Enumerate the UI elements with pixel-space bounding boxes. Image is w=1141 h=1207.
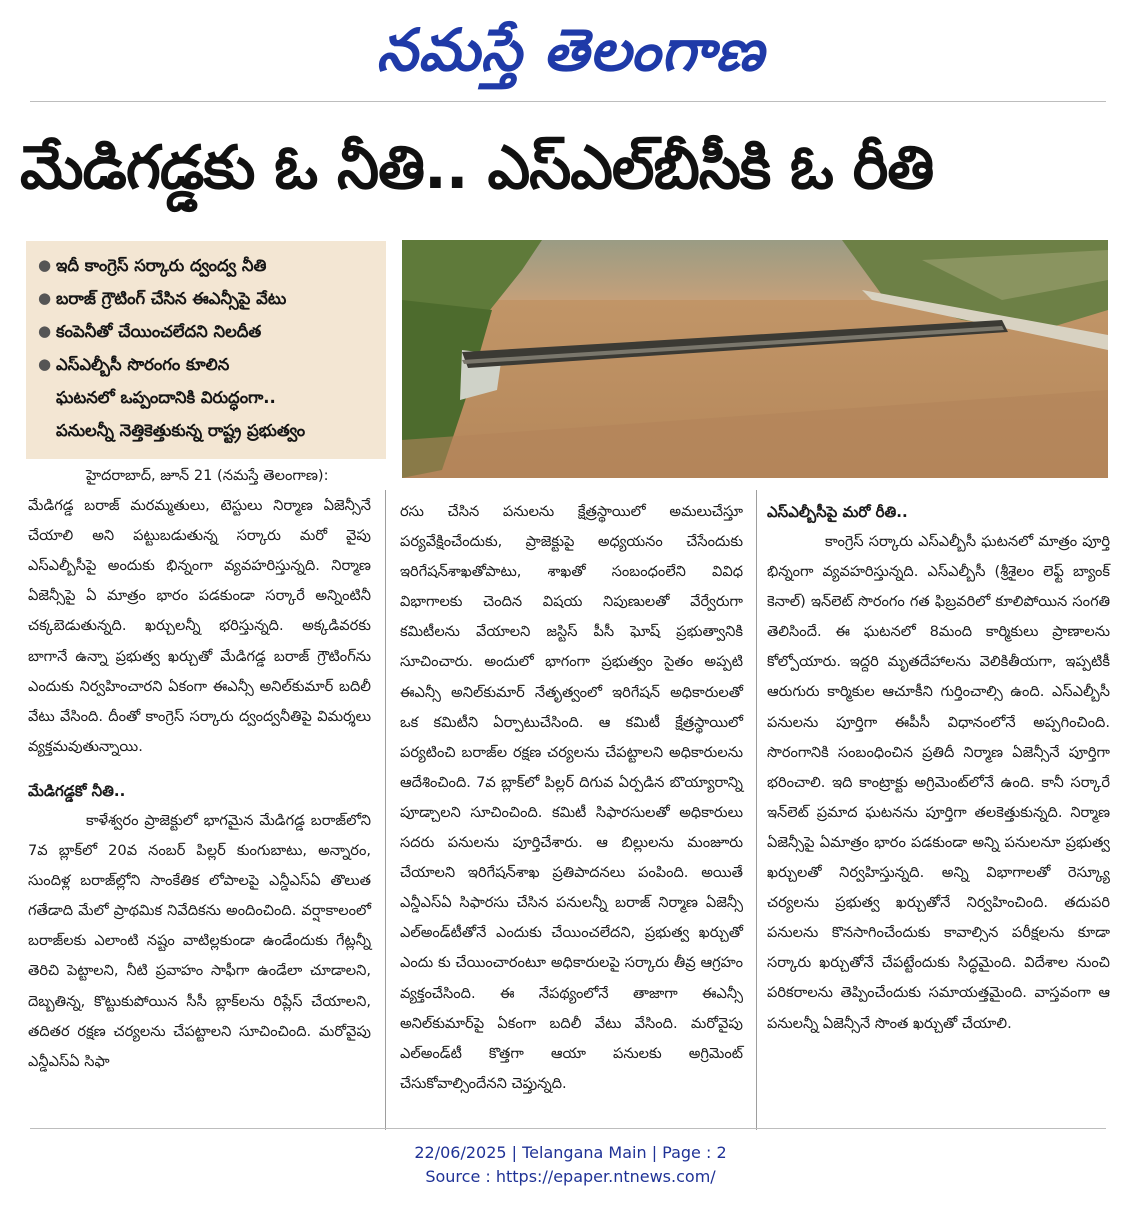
masthead-logo [0, 6, 1141, 94]
footer-edition-info: 22/06/2025 | Telangana Main | Page : 2 [414, 1143, 727, 1162]
bottom-divider [30, 1128, 1106, 1129]
bullet-icon: ● [38, 256, 52, 274]
footer-source-link[interactable]: Source : https://epaper.ntnews.com/ [425, 1167, 716, 1186]
article-column-2 [400, 497, 743, 1099]
bullet-icon: ● [38, 355, 52, 373]
paragraph: రసు చేసిన పనులను క్షేత్రస్థాయిలో అమలుచేస్తూ పర్యవేక్షించేందుకు, ప్రాజెక్టుపై అధ్యయనం చేసేందుకు ఇరిగేషన్‌శాఖతోపాటు, శాఖతో సంబంధంలేని వివిధ విభాగాలకు చెందిన విషయ నిపుణులతో వేర్వేరుగా కమిటీలను వేయాలని జస్టిస్ పీసీ ఘోష్ ప్రభుత్వానికి సూచించారు. అందులో భాగంగా ప్రభుత్వం సైతం అప్పటి ఈఎన్సీ అనిల్‌కుమార్ నేతృత్వంలో ఇరిగేషన్ అధికారులతో ఒక కమిటీని ఏర్పాటుచేసింది. ఆ కమిటీ క్షేత్రస్థాయిలో పర్యటించి బరాజ్‌ల రక్షణ చర్యలను చేపట్టాలని అధికారులను ఆదేశించింది. 7వ బ్లాక్‌లో పిల్లర్ దిగువ ఏర్పడిన బొయ్యారాన్ని పూడ్చాలని సూచించింది. కమిటీ సిఫారసులతో అధికారులు సదరు పనులను పూర్తిచేశారు. ఆ బిల్లులను మంజూరు చేయాలని ఇరిగేషన్‌శాఖ ప్రతిపాదనలు పంపింది. అయితే ఎన్డీఎస్ఏ సిఫారసు చేసిన పనులన్నీ బరాజ్ నిర్మాణ ఏజెన్సీ ఎల్అండ్‌టీతోనే ఎందుకు చేయించలేదని, ప్రభుత్వ ఖర్చుతో ఎందు కు చేయించారంటూ అధికారులపై సర్కారు తీవ్ర ఆగ్రహం వ్యక్తంచేసింది. ఈ నేపథ్యంలోనే తాజాగా ఈఎన్సీ అనిల్‌కుమార్‌పై ఏకంగా బదిలీ వేటు వేసింది. మరోవైపు ఎల్అండ్‌టీ కొత్తగా ఆయా పనులకు అగ్రిమెంట్ చేసుకోవాల్సిందేనని చెప్తున్నది. [400, 503, 743, 1092]
highlights-box [26, 241, 386, 459]
bullet-icon: ● [38, 322, 52, 340]
highlight-item: ● ఎస్ఎల్బీసీ సొరంగం కూలిన [36, 348, 376, 381]
top-divider [30, 101, 1106, 102]
bullet-icon: ● [38, 289, 52, 307]
column-divider [385, 490, 386, 1130]
masthead-title: నమస్తే తెలంగాణ [376, 16, 765, 84]
highlight-item: ● ఇదీ కాంగ్రెస్ సర్కారు ద్వంద్వ నీతి [36, 249, 376, 282]
highlight-item: ● బరాజ్ గ్రౌటింగ్ చేసిన ఈఎన్సీపై వేటు [36, 282, 376, 315]
section-subhead: మేడిగడ్డకో నీతి.. [28, 781, 126, 800]
article-column-1 [28, 461, 371, 1077]
barrage-photo [402, 240, 1108, 478]
paragraph: కాళేశ్వరం ప్రాజెక్టులో భాగమైన మేడిగడ్డ బరాజ్‌లోని 7వ బ్లాక్‌లో 20వ నంబర్ పిల్లర్ కుంగుబాటు, అన్నారం, సుందిళ్ల బరాజ్‌ల్లోని సాంకేతిక లోపాలపై ఎన్డీఎస్ఏ తొలుత గతేడాది మేలో ప్రాథమిక నివేదికను అందించింది. వర్షాకాలంలో బరాజ్‌లకు ఎలాంటి నష్టం వాటిల్లకుండా ఉండేందుకు గేట్లన్నీ తెరిచి పెట్టాలని, నీటి ప్రవాహం సాఫీగా ఉండేలా చూడాలని, దెబ్బతిన్న, కొట్టుకుపోయిన సీసీ బ్లాక్‌లను రిప్లేస్ చేయాలని, తదితర రక్షణ చర్యలను చేపట్టాలని సూచించింది. మరోవైపు ఎన్డీఎస్ఏ సిఫా [28, 811, 371, 1070]
highlight-item-continued: పనులన్నీ నెత్తికెత్తుకున్న రాష్ట్ర ప్రభుత్వం [56, 421, 306, 440]
barrage-aerial-image [402, 240, 1108, 478]
column-divider [756, 490, 757, 1130]
headline: మేడిగడ్డకు ఓ నీతి.. ఎస్‌ఎల్‌బీసీకి ఓ రీతి [20, 133, 934, 203]
paragraph: మేడిగడ్డ బరాజ్ మరమ్మతులు, టెస్టులు నిర్మాణ ఏజెన్సీనే చేయాలి అని పట్టుబడుతున్న సర్కారు మరో వైపు ఎస్ఎల్బీసీపై అందుకు భిన్నంగా వ్యవహరిస్తున్నది. నిర్మాణ ఏజెన్సీపై ఏ మాత్రం భారం పడకుండా సర్కారే అన్నింటినీ చక్కబెడుతున్నది. ఖర్చులన్నీ భరిస్తున్నది. అక్కడివరకు బాగానే ఉన్నా ప్రభుత్వ ఖర్చుతో మేడిగడ్డ బరాజ్ గ్రౌటింగ్‌ను ఎందుకు నిర్వహించారని ఏకంగా ఈఎన్సీ అనిల్‌కుమార్ బదిలీ వేటు వేసింది. దీంతో కాంగ్రెస్ సర్కారు ద్వంద్వనీతిపై విమర్శలు వ్యక్తమవుతున్నాయి. [28, 497, 371, 755]
section-subhead: ఎస్ఎల్బీసీపై మరో రీతి.. [767, 503, 908, 521]
article-column-3 [767, 497, 1110, 1039]
highlight-item-continued: ఘటనలో ఒప్పందానికి విరుద్ధంగా.. [56, 388, 276, 407]
dateline: హైదరాబాద్, జూన్ 21 (నమస్తే తెలంగాణ): [86, 467, 329, 484]
highlight-item: ● కంపెనీతో చేయించలేదని నిలదీత [36, 315, 376, 348]
paragraph: కాంగ్రెస్ సర్కారు ఎస్ఎల్బీసీ ఘటనలో మాత్రం పూర్తి భిన్నంగా వ్యవహరిస్తున్నది. ఎస్ఎల్బీసీ (శ్రీశైలం లెఫ్ట్ బ్యాంక్ కెనాల్) ఇన్‌లెట్ సొరంగం గత ఫిబ్రవరిలో కూలిపోయిన సంగతి తెలిసిందే. ఈ ఘటనలో 8మంది కార్మికులు ప్రాణాలను కోల్పోయారు. ఇద్దరి మృతదేహాలను వెలికితీయగా, ఇప్పటికీ ఆరుగురు కార్మికుల ఆచూకీని గుర్తించాల్సి ఉంది. ఎస్ఎల్బీసీ పనులను పూర్తిగా ఈపీసీ విధానంలోనే అప్పగించింది. సొరంగానికి సంబంధించిన ప్రతిదీ నిర్మాణ ఏజెన్సీనే పూర్తిగా భరించాలి. ఇది కాంట్రాక్టు అగ్రిమెంట్‌లోనే ఉంది. కానీ సర్కారే ఇన్‌లెట్ ప్రమాద ఘటనను పూర్తిగా తలకెత్తుకున్నది. నిర్మాణ ఏజెన్సీపై ఏమాత్రం భారం పడకుండా అన్ని పనులనూ ప్రభుత్వ ఖర్చులతో నిర్వహిస్తున్నది. అన్ని విభాగాలతో రెస్క్యూ చర్యలను ప్రభుత్వ ఖర్చుతోనే నిర్వహించింది. తదుపరి పనులను కొనసాగించేందుకు కావాల్సిన పరీక్షలను కూడా సర్కారు ఖర్చుతోనే చేపట్టేందుకు సిద్ధమైంది. విదేశాల నుంచి పరికరాలను తెప్పించేందుకు సమాయత్తమైంది. వాస్తవంగా ఆ పనులన్నీ ఏజెన్సీనే సొంత ఖర్చుతో చేయాలి. [767, 533, 1110, 1032]
